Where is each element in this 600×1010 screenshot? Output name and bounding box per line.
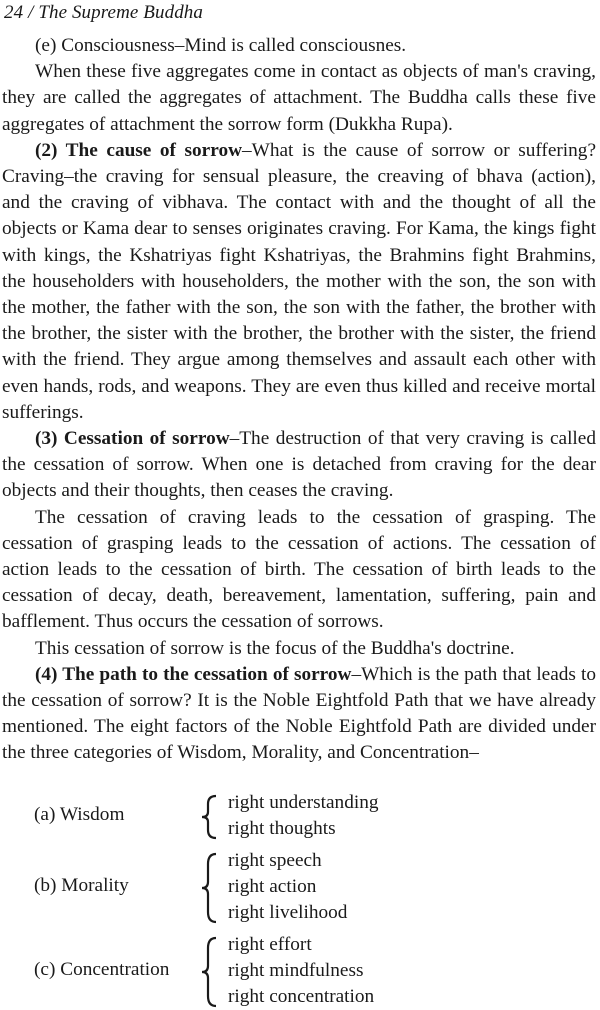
paragraph: When these five aggregates come in contact as objects of man's craving, they are called the aggregates of attachment. The Buddha calls these five aggregates of attachment the sorrow form (Dukkha Rupa). xyxy=(2,61,596,135)
section-heading: (3) Cessation of sorrow xyxy=(35,428,230,450)
header-separator: / xyxy=(28,2,34,23)
category-name: (c) Concentration xyxy=(34,959,170,980)
body-text xyxy=(2,33,596,767)
list-item: right understanding xyxy=(228,792,379,813)
section-heading: (2) The cause of sorrow xyxy=(35,139,243,161)
item-list xyxy=(228,848,347,926)
page-number: 24 xyxy=(4,2,24,23)
category-name: (a) Wisdom xyxy=(34,804,125,825)
paragraph: This cessation of sorrow is the focus of the Buddha's doctrine. xyxy=(35,637,515,659)
section-heading: (4) The path to the cessation of sorrow xyxy=(35,663,352,685)
paragraph: (3) Cessation of sorrow–The destruction of that very craving is called the cessation of sorrow. When one is detached from craving for the dear objects and their thoughts, then ceases the craving. xyxy=(2,428,596,502)
item-list xyxy=(228,790,378,842)
list-item: right concentration xyxy=(228,986,375,1007)
item-list xyxy=(228,932,374,1010)
list-item: right mindfulness xyxy=(228,960,364,981)
list-item: right effort xyxy=(228,934,312,955)
list-item: right action xyxy=(228,876,317,897)
list-item: right livelihood xyxy=(228,902,348,923)
list-item: right thoughts xyxy=(228,818,336,839)
paragraph: (4) The path to the cessation of sorrow–Which is the path that leads to the cessation of sorrow? It is the Noble Eightfold Path that we have already mentioned. The eight factors of the Noble Eightfold Path are divided under the three categories of Wisdom, Morality, and Concentration– xyxy=(2,663,596,764)
brace-icon xyxy=(196,936,224,1008)
brace-icon xyxy=(196,794,224,840)
paragraph: The cessation of craving leads to the cessation of grasping. The cessation of grasping leads to the cessation of actions. The cessation of action leads to the cessation of birth. The cessation of birth leads to the cessation of decay, death, bereavement, lamentation, suffering, pain and bafflement. Thus occurs the cessation of sorrows. xyxy=(2,506,596,633)
paragraph: (e) Consciousness–Mind is called consciousnes. xyxy=(35,35,407,56)
category-name: (b) Morality xyxy=(34,875,129,896)
brace-icon xyxy=(196,852,224,924)
list-item: right speech xyxy=(228,850,322,871)
paragraph: (2) The cause of sorrow–What is the cause of sorrow or suffering? Craving–the craving for sensual pleasure, the creaving of bhava (action), and the craving of vibhava. The contact with and the thought of all the objects or Kama dear to senses originates craving. For Kama, the kings fight with kings, the Kshatriyas fight Kshatriyas, the Brahmins fight Brahmins, the householders with householders, the mother with the son, the son with the mother, the father with the son, the son with the father, the brother with the brother, the sister with the brother, the brother with the sister, the friend with the friend. They argue among themselves and assault each other with even hands, rods, and weapons. They are even thus killed and receive mortal sufferings. xyxy=(2,139,597,423)
running-header xyxy=(4,2,203,24)
book-title: The Supreme Buddha xyxy=(38,2,203,23)
